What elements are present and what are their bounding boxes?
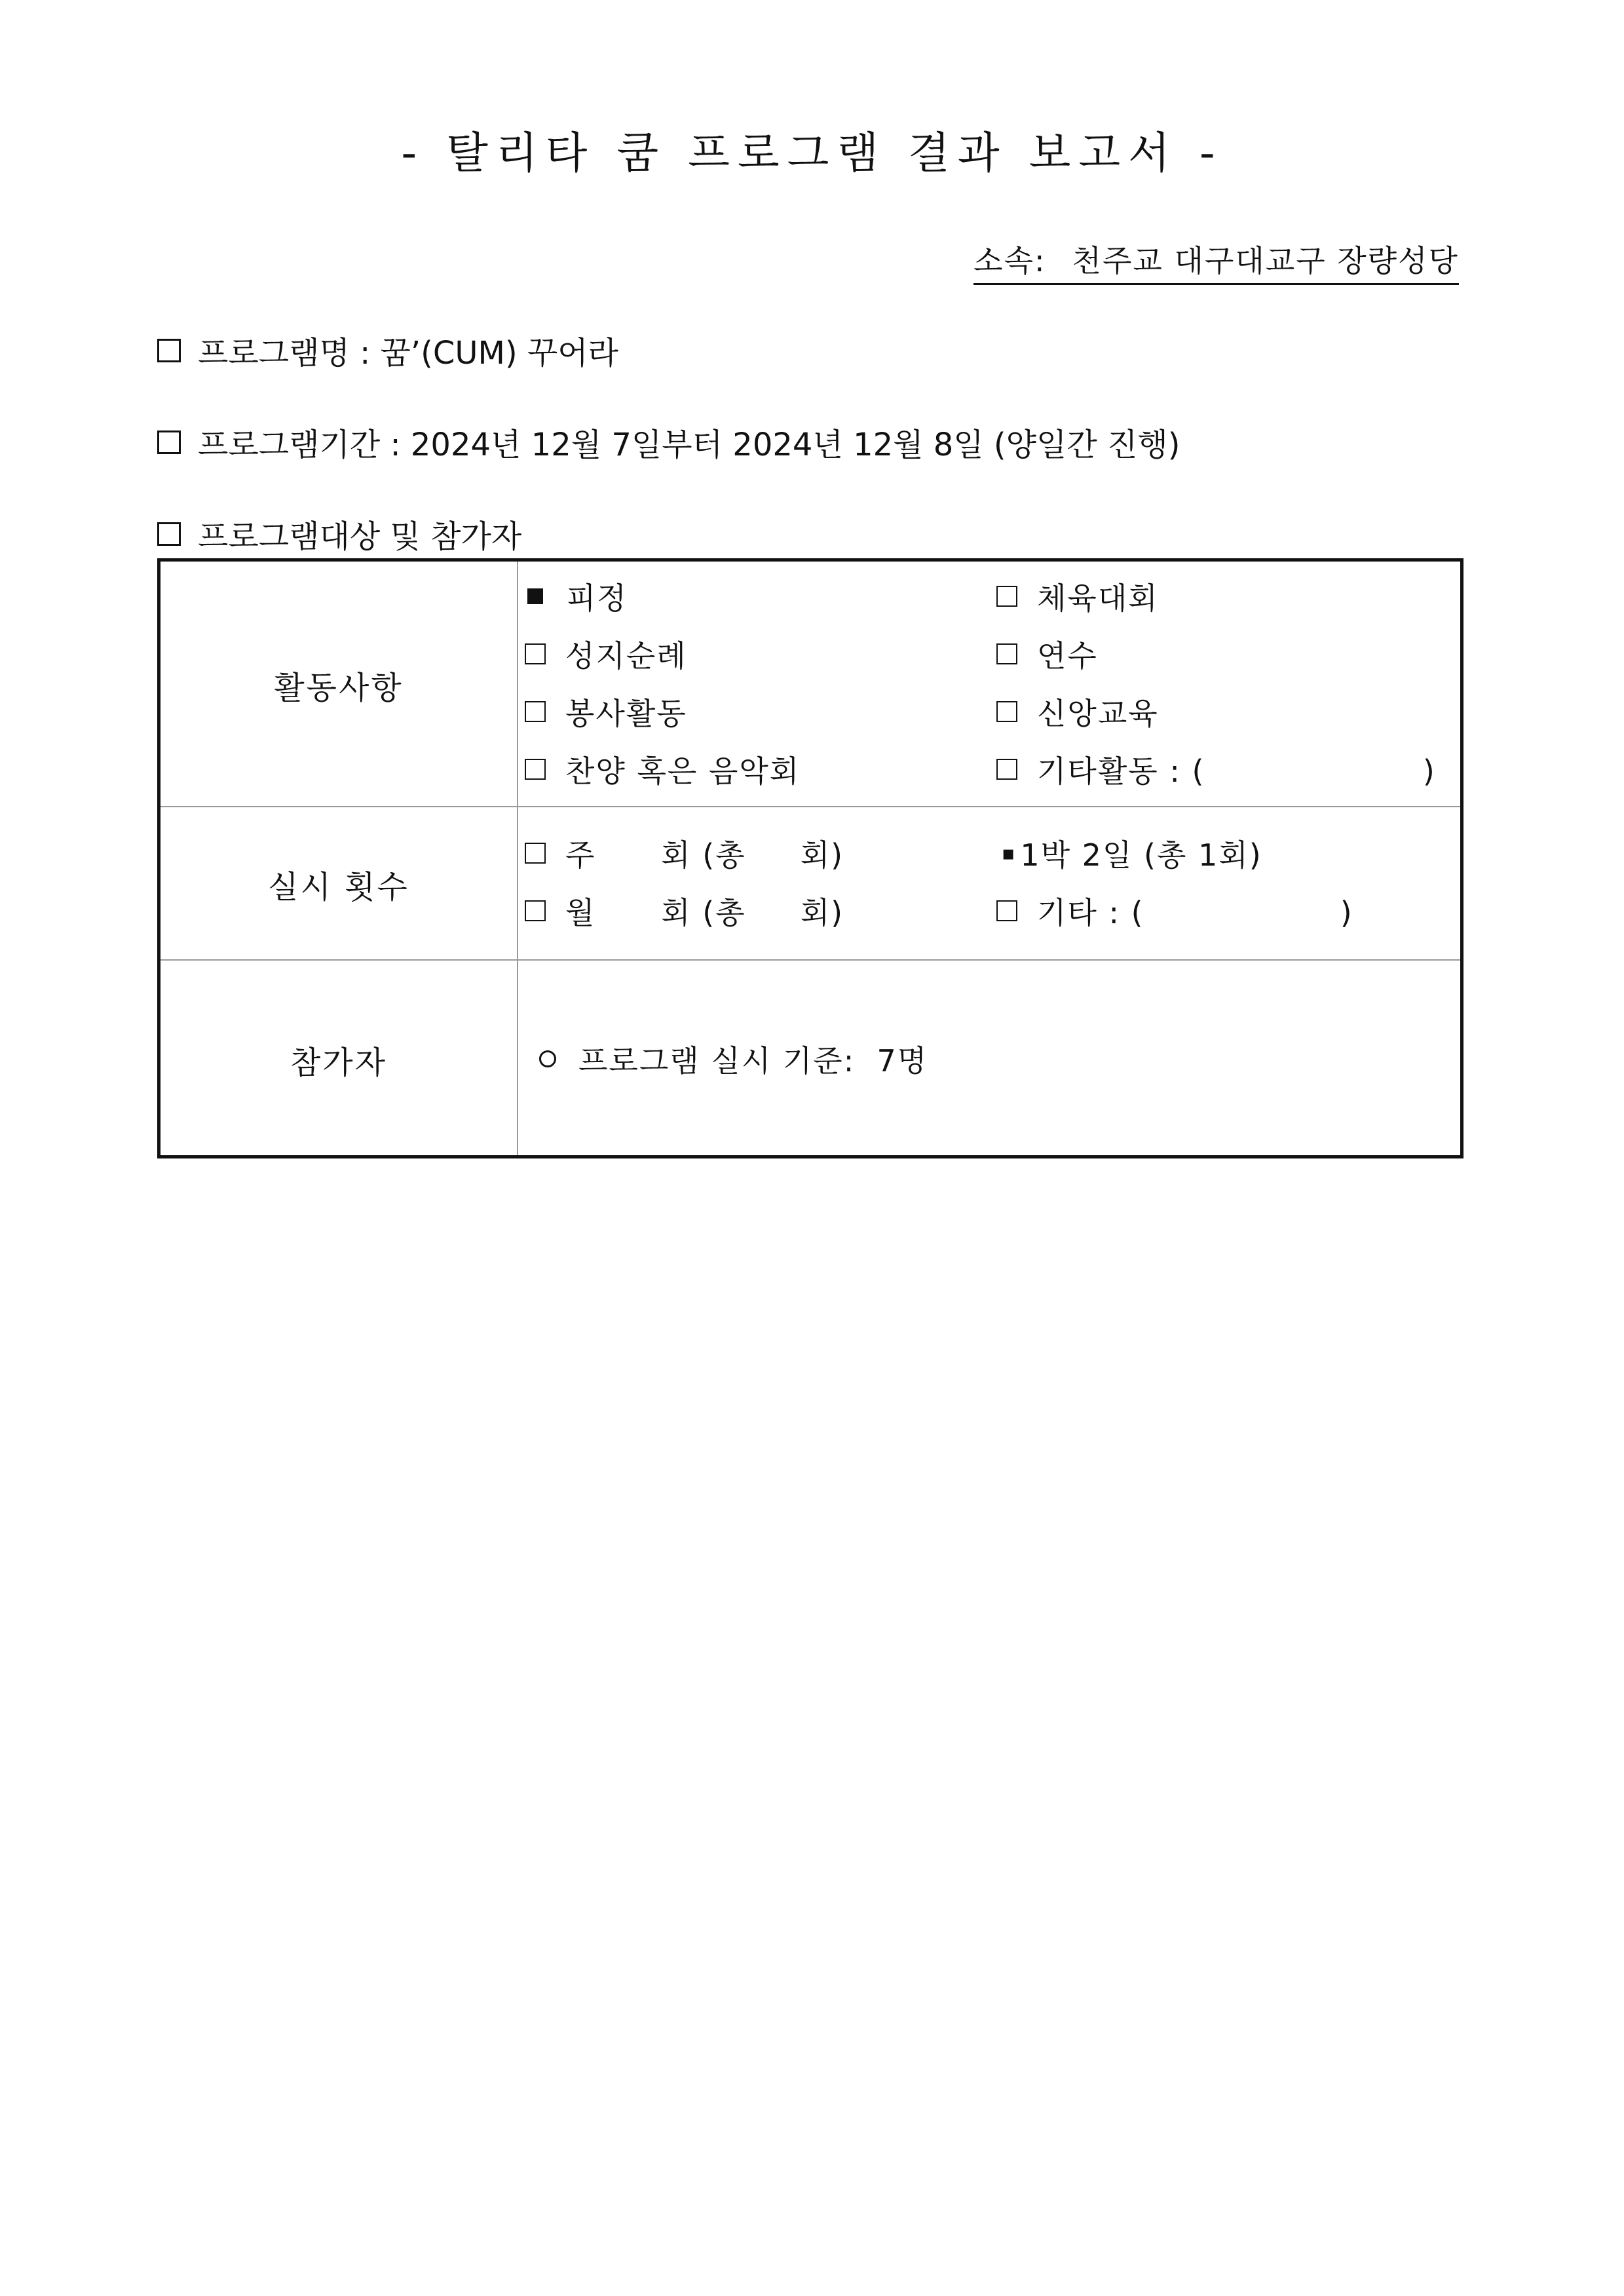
affiliation-value: 천주교 대구대교구 장량성당: [1072, 243, 1459, 278]
checkbox-icon: [525, 643, 546, 664]
circle-bullet-icon: [539, 1050, 556, 1067]
affiliation: [973, 237, 1459, 285]
participants-label: 참가자: [290, 1044, 388, 1081]
frequency-option-weekly: 주 회 (총 회): [525, 832, 844, 875]
frequency-option-other: 기타 : ( ): [996, 889, 1353, 932]
activity-option-pilgrimage: 성지순례: [525, 632, 687, 676]
frequency-option-stay: ▪ 1박 2일 (총 1회): [1002, 837, 1262, 873]
program-target-text: 프로그램대상 및 참가자: [198, 518, 522, 555]
checkbox-icon: [157, 522, 181, 546]
checkbox-icon: [525, 759, 546, 780]
row-divider: [161, 806, 1460, 807]
activity-option-faith-education: 신앙교육: [996, 690, 1159, 733]
program-info-table: [157, 558, 1463, 1158]
checkbox-icon: [525, 843, 546, 864]
activities-label: 활동사항: [274, 670, 404, 706]
activity-option-retreat: 피정: [525, 575, 628, 618]
activity-option-volunteer: 봉사활동: [525, 690, 687, 733]
section-program-period: [157, 419, 1180, 465]
frequency-label: 실시 횟수: [268, 869, 409, 906]
checkbox-icon: [996, 643, 1017, 664]
checkbox-icon: [996, 900, 1017, 921]
frequency-option-monthly: 월 회 (총 회): [525, 889, 844, 932]
participants-value: 프로그램 실시 기준: 7명: [539, 1037, 928, 1081]
activity-option-training: 연수: [996, 632, 1098, 676]
section-program-name: [157, 328, 618, 373]
activity-option-sports: 체육대회: [996, 575, 1159, 618]
activity-option-other: 기타활동 : ( ): [996, 748, 1436, 791]
document-title: - 탈리타 쿰 프로그램 결과 보고서 -: [401, 128, 1223, 178]
checkbox-icon: [525, 900, 546, 921]
section-program-target: [157, 511, 521, 556]
checkbox-icon: [996, 586, 1017, 607]
column-divider: [517, 562, 518, 1155]
checkbox-icon: [996, 701, 1017, 722]
activity-option-praise-concert: 찬양 혹은 음악회: [525, 748, 800, 791]
program-period-text: 프로그램기간 : 2024년 12월 7일부터 2024년 12월 8일 (양일간 진행): [198, 427, 1180, 463]
checked-box-icon: [527, 588, 543, 604]
row-divider: [161, 959, 1460, 961]
checkbox-icon: [157, 339, 181, 362]
program-name-text: 프로그램명 : 꿈’(CUM) 꾸어라: [198, 335, 619, 372]
checkbox-icon: [157, 430, 181, 454]
checkbox-icon: [996, 759, 1017, 780]
bullet-icon: ▪: [1002, 841, 1017, 865]
checkbox-icon: [525, 701, 546, 722]
affiliation-label: 소속:: [973, 243, 1046, 278]
